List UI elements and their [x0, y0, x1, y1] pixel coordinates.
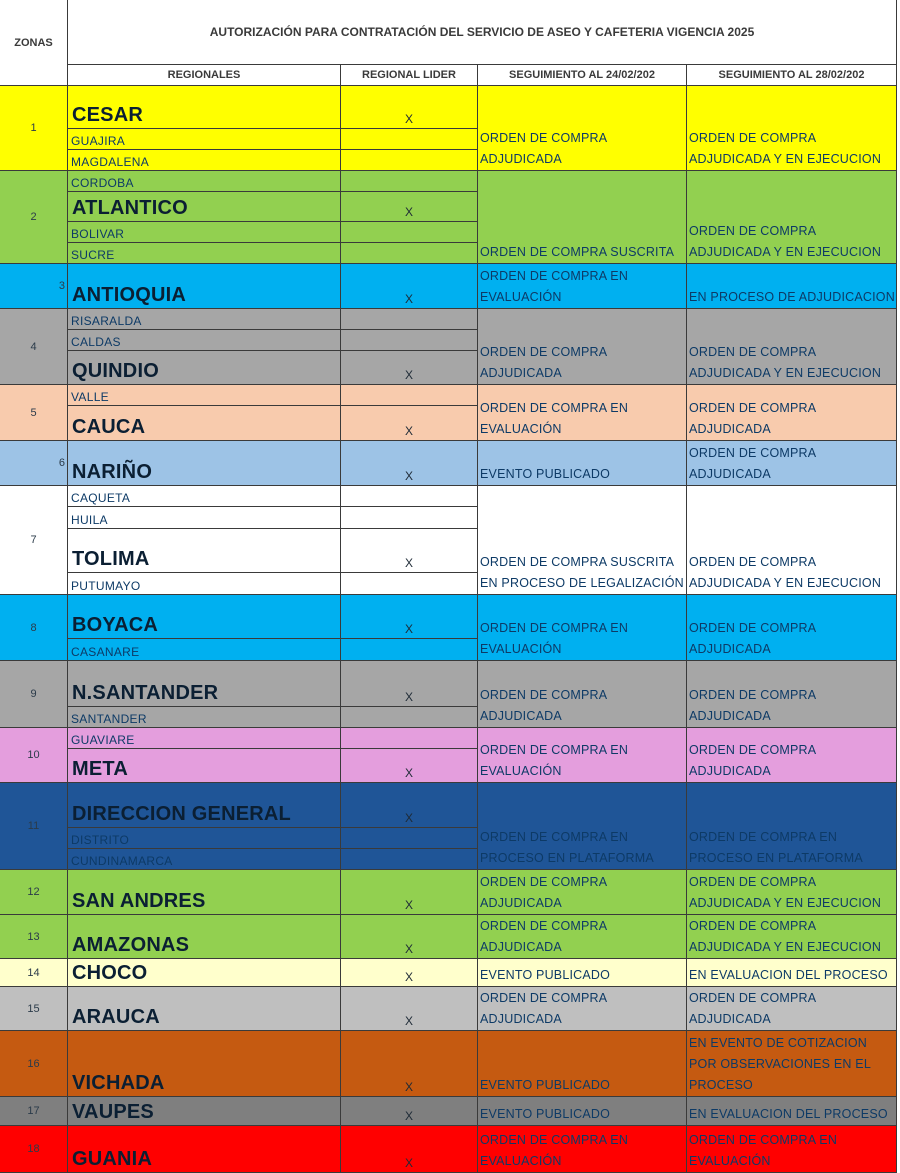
regional-lider-cell — [341, 573, 478, 595]
seguimiento-24-status: ORDEN DE COMPRA SUSCRITA EN PROCESO DE LEGALIZACIÓN — [478, 486, 687, 595]
region-name: GUAJIRA — [68, 129, 341, 150]
zone-number: 8 — [0, 595, 68, 661]
region-name: CALDAS — [68, 330, 341, 351]
seguimiento-28-status: ORDEN DE COMPRA ADJUDICADA Y EN EJECUCION — [687, 309, 897, 385]
region-name: CORDOBA — [68, 171, 341, 192]
region-name: CASANARE — [68, 639, 341, 661]
regional-lider-cell — [341, 507, 478, 529]
seguimiento-24-status: EVENTO PUBLICADO — [478, 1031, 687, 1097]
seguimiento-28-status: ORDEN DE COMPRA ADJUDICADA — [687, 441, 897, 486]
regional-lider-cell — [341, 828, 478, 849]
regional-lider-cell: X — [341, 749, 478, 783]
seguimiento-24-status: EVENTO PUBLICADO — [478, 441, 687, 486]
regional-lider-cell: X — [341, 915, 478, 959]
seguimiento-24-status: ORDEN DE COMPRA ADJUDICADA — [478, 987, 687, 1031]
zone-number: 6 — [0, 441, 68, 486]
leader-region-name: GUANIA — [68, 1126, 341, 1173]
regional-lider-cell: X — [341, 351, 478, 385]
leader-region-name: AMAZONAS — [68, 915, 341, 959]
header-seguimiento-28: SEGUIMIENTO AL 28/02/202 — [687, 65, 897, 86]
regional-lider-cell: X — [341, 192, 478, 222]
seguimiento-28-status: ORDEN DE COMPRA ADJUDICADA Y EN EJECUCION — [687, 171, 897, 264]
leader-region-name: ANTIOQUIA — [68, 264, 341, 309]
seguimiento-24-status: ORDEN DE COMPRA EN PROCESO EN PLATAFORMA — [478, 783, 687, 870]
regional-lider-cell: X — [341, 595, 478, 639]
seguimiento-28-status: EN PROCESO DE ADJUDICACION — [687, 264, 897, 309]
seguimiento-28-status: ORDEN DE COMPRA ADJUDICADA — [687, 987, 897, 1031]
leader-region-name: CESAR — [68, 86, 341, 129]
leader-region-name: BOYACA — [68, 595, 341, 639]
seguimiento-24-status: ORDEN DE COMPRA SUSCRITA — [478, 171, 687, 264]
seguimiento-28-status: EN EVALUACION DEL PROCESO — [687, 1097, 897, 1126]
region-name: VALLE — [68, 385, 341, 406]
zone-number: 1 — [0, 86, 68, 171]
seguimiento-24-status: EVENTO PUBLICADO — [478, 959, 687, 987]
zone-number: 13 — [0, 915, 68, 959]
zone-number: 9 — [0, 661, 68, 728]
zone-number: 11 — [0, 783, 68, 870]
region-name: HUILA — [68, 507, 341, 529]
regional-lider-cell — [341, 385, 478, 406]
seguimiento-28-status: ORDEN DE COMPRA ADJUDICADA — [687, 595, 897, 661]
seguimiento-28-status: ORDEN DE COMPRA ADJUDICADA — [687, 385, 897, 441]
seguimiento-28-status: ORDEN DE COMPRA EN PROCESO EN PLATAFORMA — [687, 783, 897, 870]
regional-lider-cell — [341, 849, 478, 870]
regional-lider-cell — [341, 639, 478, 661]
seguimiento-24-status: ORDEN DE COMPRA EN EVALUACIÓN — [478, 595, 687, 661]
seguimiento-28-status: ORDEN DE COMPRA ADJUDICADA Y EN EJECUCION — [687, 870, 897, 915]
regional-lider-cell: X — [341, 1097, 478, 1126]
region-name: BOLIVAR — [68, 222, 341, 243]
leader-region-name: TOLIMA — [68, 529, 341, 573]
regional-lider-cell — [341, 707, 478, 728]
region-name: GUAVIARE — [68, 728, 341, 749]
regional-lider-cell — [341, 486, 478, 507]
zone-number: 10 — [0, 728, 68, 783]
header-zonas: ZONAS — [0, 0, 68, 86]
seguimiento-28-status: ORDEN DE COMPRA ADJUDICADA — [687, 728, 897, 783]
regional-lider-cell: X — [341, 529, 478, 573]
regional-lider-cell: X — [341, 1126, 478, 1173]
zone-number: 2 — [0, 171, 68, 264]
regional-lider-cell: X — [341, 441, 478, 486]
regional-lider-cell — [341, 150, 478, 171]
seguimiento-24-status: ORDEN DE COMPRA EN EVALUACIÓN — [478, 728, 687, 783]
header-regionales: REGIONALES — [68, 65, 341, 86]
region-name: SUCRE — [68, 243, 341, 264]
zone-number: 14 — [0, 959, 68, 987]
header-seguimiento-24: SEGUIMIENTO AL 24/02/202 — [478, 65, 687, 86]
zone-number: 3 — [0, 264, 68, 309]
seguimiento-24-status: ORDEN DE COMPRA ADJUDICADA — [478, 915, 687, 959]
seguimiento-24-status: ORDEN DE COMPRA EN EVALUACIÓN — [478, 264, 687, 309]
regional-lider-cell: X — [341, 86, 478, 129]
regional-lider-cell: X — [341, 870, 478, 915]
seguimiento-28-status: ORDEN DE COMPRA EN EVALUACIÓN — [687, 1126, 897, 1173]
leader-region-name: CHOCO — [68, 959, 341, 987]
regional-lider-cell — [341, 728, 478, 749]
regional-lider-cell: X — [341, 959, 478, 987]
region-name: MAGDALENA — [68, 150, 341, 171]
regional-lider-cell: X — [341, 987, 478, 1031]
leader-region-name: QUINDIO — [68, 351, 341, 385]
leader-region-name: N.SANTANDER — [68, 661, 341, 707]
leader-region-name: VAUPES — [68, 1097, 341, 1126]
seguimiento-24-status: ORDEN DE COMPRA EN EVALUACIÓN — [478, 1126, 687, 1173]
seguimiento-24-status: ORDEN DE COMPRA EN EVALUACIÓN — [478, 385, 687, 441]
seguimiento-28-status: ORDEN DE COMPRA ADJUDICADA — [687, 661, 897, 728]
region-name: CAQUETA — [68, 486, 341, 507]
zone-number: 15 — [0, 987, 68, 1031]
region-name: CUNDINAMARCA — [68, 849, 341, 870]
leader-region-name: VICHADA — [68, 1031, 341, 1097]
leader-region-name: SAN ANDRES — [68, 870, 341, 915]
regional-lider-cell — [341, 243, 478, 264]
header-regional-lider: REGIONAL LIDER — [341, 65, 478, 86]
regional-lider-cell — [341, 222, 478, 243]
regional-lider-cell — [341, 309, 478, 330]
region-name: DISTRITO — [68, 828, 341, 849]
regional-lider-cell — [341, 330, 478, 351]
zone-number: 17 — [0, 1097, 68, 1126]
leader-region-name: ARAUCA — [68, 987, 341, 1031]
zone-number: 16 — [0, 1031, 68, 1097]
seguimiento-28-status: ORDEN DE COMPRA ADJUDICADA Y EN EJECUCION — [687, 86, 897, 171]
seguimiento-24-status: ORDEN DE COMPRA ADJUDICADA — [478, 86, 687, 171]
leader-region-name: ATLANTICO — [68, 192, 341, 222]
regional-lider-cell — [341, 129, 478, 150]
region-name: SANTANDER — [68, 707, 341, 728]
seguimiento-28-status: ORDEN DE COMPRA ADJUDICADA Y EN EJECUCION — [687, 486, 897, 595]
seguimiento-28-status: EN EVENTO DE COTIZACION POR OBSERVACIONES EN EL PROCESO — [687, 1031, 897, 1097]
regional-lider-cell: X — [341, 1031, 478, 1097]
seguimiento-24-status: ORDEN DE COMPRA ADJUDICADA — [478, 661, 687, 728]
zone-number: 18 — [0, 1126, 68, 1173]
zone-number: 4 — [0, 309, 68, 385]
leader-region-name: NARIÑO — [68, 441, 341, 486]
seguimiento-24-status: EVENTO PUBLICADO — [478, 1097, 687, 1126]
zone-number: 5 — [0, 385, 68, 441]
zone-number: 7 — [0, 486, 68, 595]
leader-region-name: CAUCA — [68, 406, 341, 441]
region-name: RISARALDA — [68, 309, 341, 330]
regional-lider-cell — [341, 171, 478, 192]
seguimiento-24-status: ORDEN DE COMPRA ADJUDICADA — [478, 309, 687, 385]
seguimiento-28-status: EN EVALUACION DEL PROCESO — [687, 959, 897, 987]
regional-lider-cell: X — [341, 783, 478, 828]
regional-lider-cell: X — [341, 406, 478, 441]
regional-lider-cell: X — [341, 661, 478, 707]
seguimiento-24-status: ORDEN DE COMPRA ADJUDICADA — [478, 870, 687, 915]
zone-number: 12 — [0, 870, 68, 915]
leader-region-name: DIRECCION GENERAL — [68, 783, 341, 828]
seguimiento-28-status: ORDEN DE COMPRA ADJUDICADA Y EN EJECUCION — [687, 915, 897, 959]
table-title: AUTORIZACIÓN PARA CONTRATACIÓN DEL SERVICIO DE ASEO Y CAFETERIA VIGENCIA 2025 — [68, 0, 897, 65]
regional-lider-cell: X — [341, 264, 478, 309]
leader-region-name: META — [68, 749, 341, 783]
region-name: PUTUMAYO — [68, 573, 341, 595]
